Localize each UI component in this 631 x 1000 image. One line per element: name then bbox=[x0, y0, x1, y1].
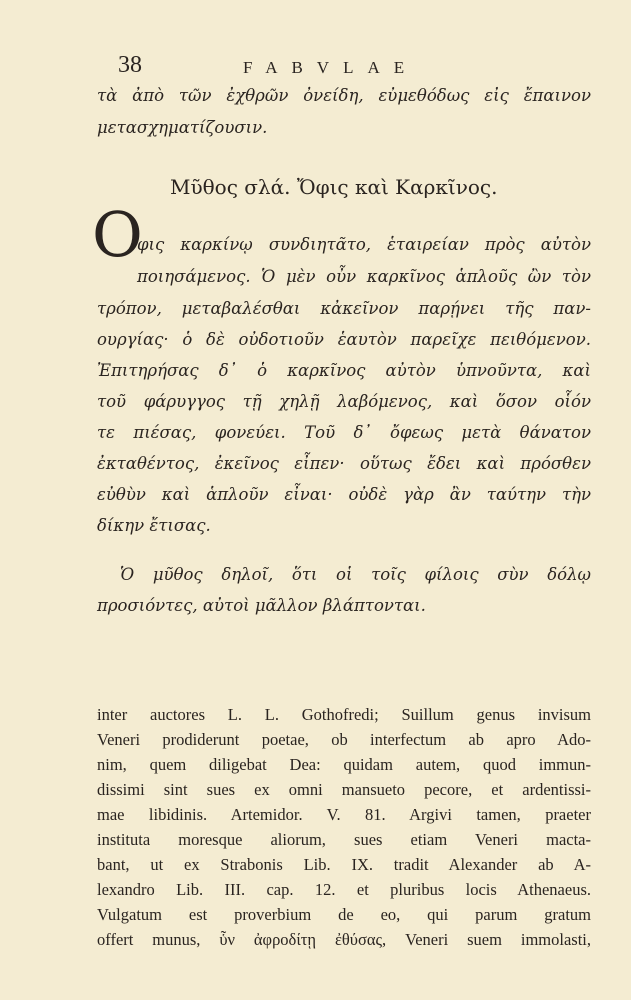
note-line: offert munus, ὗν ἀφροδίτῃ ἐθύσας, Veneri suem immolasti, bbox=[97, 930, 591, 949]
fable-title: Μῦθος σλά. Ὄφις καὶ Καρκῖνος. bbox=[170, 175, 498, 199]
moral-line: προσιόντες, αὐτοὶ μᾶλλον βλάπτονται. bbox=[97, 596, 426, 615]
fable-line: ποιησάμενος. Ὁ μὲν οὖν καρκῖνος ἁπλοῦς ὢν τὸν bbox=[137, 267, 591, 286]
note-line: instituta moresque aliorum, sues etiam Veneri macta- bbox=[97, 830, 591, 849]
intro-line: τὰ ἀπὸ τῶν ἐχθρῶν ὀνείδη, εὐμεθόδως εἰς ἔπαινον bbox=[97, 86, 591, 105]
note-line: Veneri prodiderunt poetae, ob interfectum ab apro Ado- bbox=[97, 730, 591, 749]
fable-line: Ἐπιτηρήσας δ᾽ ὁ καρκῖνος αὐτὸν ὑπνοῦντα, καὶ bbox=[97, 361, 591, 380]
fable-line: εὐθὺν καὶ ἁπλοῦν εἶναι· οὐδὲ γὰρ ἂν ταύτην τὴν bbox=[97, 485, 591, 504]
fable-line: τοῦ φάρυγγος τῇ χηλῇ λαβόμενος, καὶ ὅσον οἷόν bbox=[97, 392, 591, 411]
note-line: nim, quem diligebat Dea: quidam autem, quod immun- bbox=[97, 755, 591, 774]
fable-line: ἐκταθέντος, ἐκεῖνος εἶπεν· οὕτως ἔδει καὶ πρόσθεν bbox=[97, 454, 591, 473]
page-number: 38 bbox=[118, 52, 142, 78]
fable-line: τε πιέσας, φονεύει. Τοῦ δ᾽ ὄφεως μετὰ θάνατον bbox=[97, 423, 591, 442]
intro-line: μετασχηματίζουσιν. bbox=[97, 118, 268, 137]
note-line: inter auctores L. L. Gothofredi; Suillum genus invisum bbox=[97, 705, 591, 724]
running-title: FABVLAE bbox=[243, 58, 419, 77]
note-line: dissimi sint sues ex omni mansueto pecore, et ardentissi- bbox=[97, 780, 591, 799]
note-line: lexandro Lib. III. cap. 12. et pluribus locis Athenaeus. bbox=[97, 880, 591, 899]
moral-line: Ὁ μῦθος δηλοῖ, ὅτι οἱ τοῖς φίλοις σὺν δόλῳ bbox=[120, 565, 591, 584]
fable-line: δίκην ἔτισας. bbox=[97, 516, 211, 535]
note-line: mae libidinis. Artemidor. V. 81. Argivi tamen, praeter bbox=[97, 805, 591, 824]
drop-cap: Ο bbox=[92, 198, 143, 271]
fable-line: τρόπον, μεταβαλέσθαι κἀκεῖνον παρῄνει τῆς παν- bbox=[97, 299, 591, 318]
page-header bbox=[118, 52, 588, 82]
fable-line: φις καρκίνῳ συνδιητᾶτο, ἑταιρείαν πρὸς αὐτὸν bbox=[137, 235, 591, 254]
note-line: Vulgatum est proverbium de eo, qui parum gratum bbox=[97, 905, 591, 924]
note-line: bant, ut ex Strabonis Lib. IX. tradit Alexander ab A- bbox=[97, 855, 591, 874]
fable-line: ουργίας· ὁ δὲ οὐδοτιοῦν ἑαυτὸν παρεῖχε πειθόμενον. bbox=[97, 330, 591, 349]
